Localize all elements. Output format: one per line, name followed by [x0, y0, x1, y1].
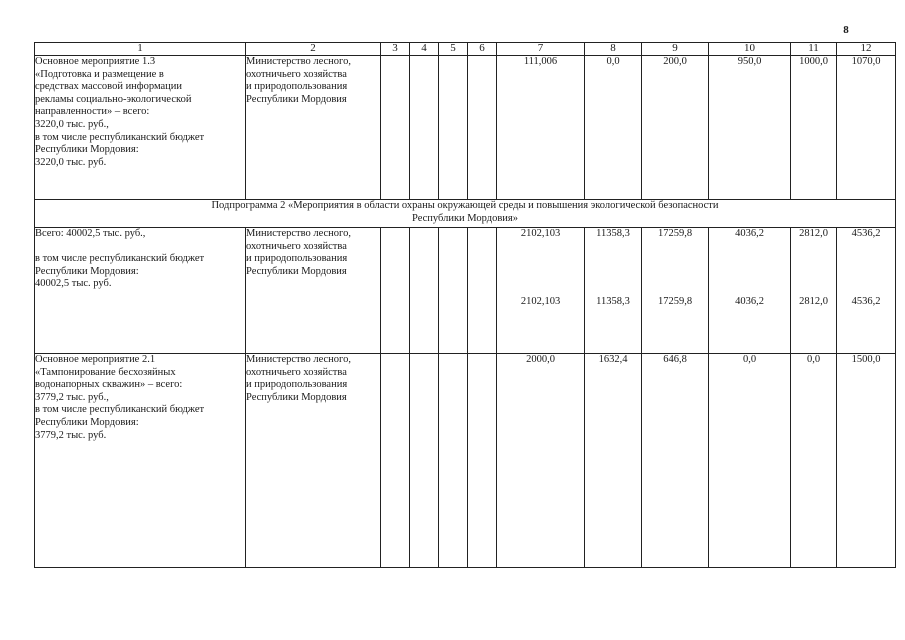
value-cell: 646,8	[642, 354, 709, 568]
table-row	[35, 56, 896, 200]
empty-cell	[410, 56, 439, 200]
col-header: 7	[497, 43, 585, 56]
col-header: 10	[709, 43, 791, 56]
value-cell: 2812,0 2812,0	[791, 228, 837, 354]
empty-cell	[439, 354, 468, 568]
empty-cell	[381, 56, 410, 200]
value-cell: 4036,2 4036,2	[709, 228, 791, 354]
col-header: 4	[410, 43, 439, 56]
empty-cell	[410, 228, 439, 354]
col-header: 2	[246, 43, 381, 56]
col-header: 8	[585, 43, 642, 56]
value-cell: 0,0	[709, 354, 791, 568]
page-number: 8	[843, 24, 849, 36]
empty-cell	[468, 354, 497, 568]
empty-cell	[468, 56, 497, 200]
value-cell: 950,0	[709, 56, 791, 200]
value-cell: 4536,2 4536,2	[837, 228, 896, 354]
col-header: 6	[468, 43, 497, 56]
value-cell: 0,0	[791, 354, 837, 568]
value-cell: 111,006	[497, 56, 585, 200]
value-cell: 11358,3 11358,3	[585, 228, 642, 354]
empty-cell	[381, 228, 410, 354]
col-header: 9	[642, 43, 709, 56]
empty-cell	[439, 228, 468, 354]
col-header: 5	[439, 43, 468, 56]
value-cell: 2102,103 2102,103	[497, 228, 585, 354]
description-cell: Основное мероприятие 2.1 «Тампонирование бесхозяйных водонапорных скважин» – всего: 3779,2 тыс. руб., в том числе республиканский бюджет Республики Мордовия: 3779,2 тыс. руб.	[35, 354, 246, 568]
description-cell: Основное мероприятие 1.3 «Подготовка и размещение в средствах массовой информации рекламы социально-экологической направленности» – всего: 3220,0 тыс. руб., в том числе республиканский бюджет Республики Мордовия: 3220,0 тыс. руб.	[35, 56, 246, 200]
empty-cell	[410, 354, 439, 568]
col-header: 12	[837, 43, 896, 56]
empty-cell	[381, 354, 410, 568]
executor-cell: Министерство лесного, охотничьего хозяйства и природопользования Республики Мордовия	[246, 56, 381, 200]
col-header: 3	[381, 43, 410, 56]
value-cell: 1000,0	[791, 56, 837, 200]
col-header: 11	[791, 43, 837, 56]
description-cell: Всего: 40002,5 тыс. руб., в том числе республиканский бюджет Республики Мордовия: 40002,5 тыс. руб.	[35, 228, 246, 354]
executor-cell: Министерство лесного, охотничьего хозяйства и природопользования Республики Мордовия	[246, 354, 381, 568]
value-cell: 1632,4	[585, 354, 642, 568]
program-table	[34, 42, 896, 568]
col-header: 1	[35, 43, 246, 56]
value-cell: 1500,0	[837, 354, 896, 568]
value-cell: 2000,0	[497, 354, 585, 568]
empty-cell	[439, 56, 468, 200]
table-row	[35, 354, 896, 568]
value-cell: 200,0	[642, 56, 709, 200]
value-cell: 1070,0	[837, 56, 896, 200]
table-row	[35, 228, 896, 354]
value-cell: 0,0	[585, 56, 642, 200]
executor-cell: Министерство лесного, охотничьего хозяйства и природопользования Республики Мордовия	[246, 228, 381, 354]
header-row	[35, 43, 896, 56]
value-cell: 17259,8 17259,8	[642, 228, 709, 354]
empty-cell	[468, 228, 497, 354]
subprogram-title: Подпрограмма 2 «Мероприятия в области охраны окружающей среды и повышения экологической безопасности Республики Мордовия»	[35, 200, 896, 228]
subprogram-row	[35, 200, 896, 228]
